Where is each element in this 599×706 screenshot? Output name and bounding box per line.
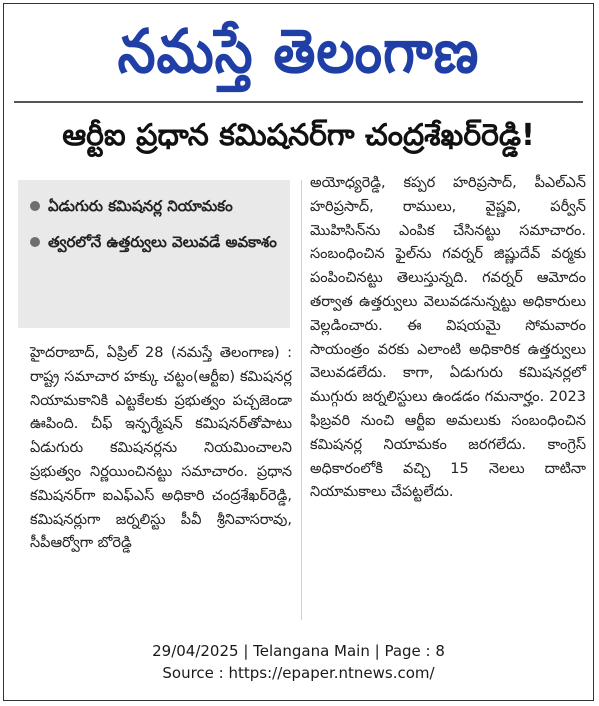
article-paragraph: అయోధ్యరెడ్డి, కప్పర హరిప్రసాద్, పీఎల్ఎన్ హరిప్రసాద్, రాములు, వైష్ణవి, పర్వీన్ మొహిసిన్‌ను ఎంపిక చేసినట్టు సమాచారం. సంబంధించిన ఫైల్‌ను గవర్నర్ జిష్ణుదేవ్ వర్మకు పంపించినట్టు తెలుస్తున్నది. గవర్నర్ ఆమోదం తర్వాత ఉత్తర్వులు వెలువడనున్నట్టు అధికారులు వెల్లడించారు. ఈ విషయమై సోమవారం సాయంత్రం వరకు ఎలాంటి అధికారిక ఉత్తర్వులు వెలువడలేదు. కాగా, ఏడుగురు కమిషనర్లలో ముగ్గురు జర్నలిస్టులు ఉండడం గమనార్హం. 2023 ఫిబ్రవరి నుంచి ఆర్టీఐ అమలుకు సంబంధించిన కమిషనర్ల నియామకం జరగలేదు. కాంగ్రెస్ అధికారంలోకి వచ్చి 15 నెలలు దాటినా నియామకాలు చేపట్టలేదు. [310, 175, 586, 501]
highlights-box [18, 180, 290, 328]
source-link[interactable]: Source : https://epaper.ntnews.com/ [162, 664, 435, 682]
article-paragraph: హైదరాబాద్, ఏప్రిల్ 28 (నమస్తే తెలంగాణ) : రాష్ట్ర సమాచార హక్కు చట్టం(ఆర్టీఐ) కమిషనర్ల నియామకానికి ఎట్టకేలకు ప్రభుత్వం పచ్చజెండా ఊపింది. చీఫ్ ఇన్ఫర్మేషన్ కమిషనర్‌తోపాటు ఏడుగురు కమిషనర్లను నియమించాలని ప్రభుత్వం నిర్ణయించినట్టు సమాచారం. ప్రధాన కమిషనర్‌గా ఐఎఫ్ఎస్ అధికారి చంద్రశేఖర్‌రెడ్డి, కమిషనర్లుగా జర్నలిస్టు పీవీ శ్రీనివాసరావు, సీపీఆర్వోగా బోరెడ్డి [30, 345, 292, 552]
article-body-right [310, 172, 586, 505]
source-footer [4, 640, 593, 684]
highlight-text: ఏడుగురు కమిషనర్ల నియామకం [48, 197, 233, 215]
masthead-logo: నమస్తే తెలంగాణ [117, 16, 480, 87]
epaper-clipping [3, 3, 594, 701]
highlight-text: త్వరలోనే ఉత్తర్వులు వెలువడే అవకాశం [48, 233, 277, 251]
masthead [4, 8, 593, 98]
masthead-divider [14, 101, 583, 103]
column-divider [301, 180, 302, 620]
article-headline: ఆర్టీఐ ప్రధాన కమిషనర్‌గా చంద్రశేఖర్‌రెడ్డి! [62, 118, 535, 153]
article-body-left [30, 342, 292, 556]
highlight-item [26, 190, 282, 222]
highlight-item [26, 226, 282, 258]
edition-info: 29/04/2025 | Telangana Main | Page : 8 [152, 642, 445, 660]
bullet-icon [30, 237, 40, 247]
bullet-icon [30, 201, 40, 211]
